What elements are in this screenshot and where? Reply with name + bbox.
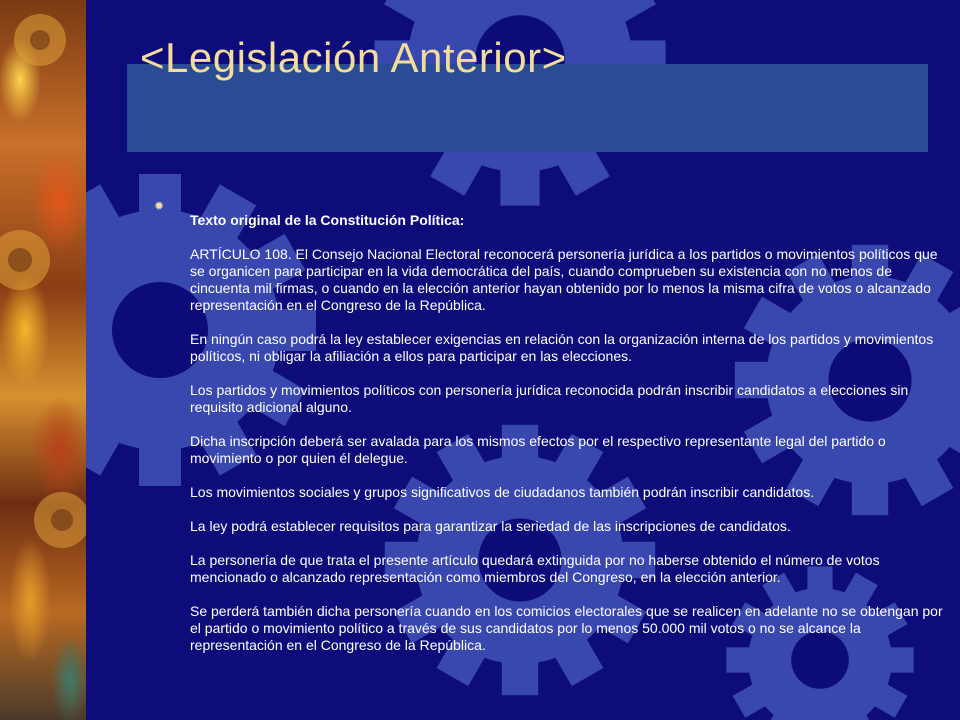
paragraph-requirements: La ley podrá establecer requisitos para garantizar la seriedad de las inscripciones de candidatos. [190,518,791,534]
paragraph-social-movements: Los movimientos sociales y grupos significativos de ciudadanos también podrán inscribir candidatos. [190,484,815,500]
left-strip-gears-graphic [0,0,86,720]
bullet-icon: ✹ [154,199,165,213]
content-heading: Texto original de la Constitución Política: [190,212,465,228]
decorative-left-strip [0,0,86,720]
paragraph-loss: Se perderá también dicha personería cuando en los comicios electorales que se realicen en adelante no se obtengan por el partido o movimiento político a través de sus candidatos por lo menos 50.000 mil votos o no se alcance la representación en el Congreso de la República. [190,603,943,653]
paragraph-article-108: ARTÍCULO 108. El Consejo Nacional Electoral reconocerá personería jurídica a los partidos o movimientos políticos que se organicen para participar en la vida democrática del país, cuando comprueben su existencia con no menos de cincuenta mil firmas, o cuando en la elección anterior hayan obtenido por lo menos la misma cifra de votos o alcanzado representación en el Congreso de la República. [190,246,938,313]
paragraph-extinction: La personería de que trata el presente artículo quedará extinguida por no haberse obtenido el número de votos mencionado o alcanzado representación como miembros del Congreso, en la elección anterior. [190,552,880,585]
paragraph-inscription: Los partidos y movimientos políticos con personería jurídica reconocida podrán inscribir candidatos a elecciones sin requisito adicional alguno. [190,382,909,415]
paragraph-endorsement: Dicha inscripción deberá ser avalada para los mismos efectos por el respectivo representante legal del partido o movimiento o por quien él delegue. [190,433,886,466]
body-content [190,212,955,671]
paragraph-internal-organization: En ningún caso podrá la ley establecer exigencias en relación con la organización interna de los partidos y movimientos políticos, ni obligar la afiliación a ellos para participar en las elecciones. [190,331,934,364]
slide-title: <Legislación Anterior> [140,34,567,81]
